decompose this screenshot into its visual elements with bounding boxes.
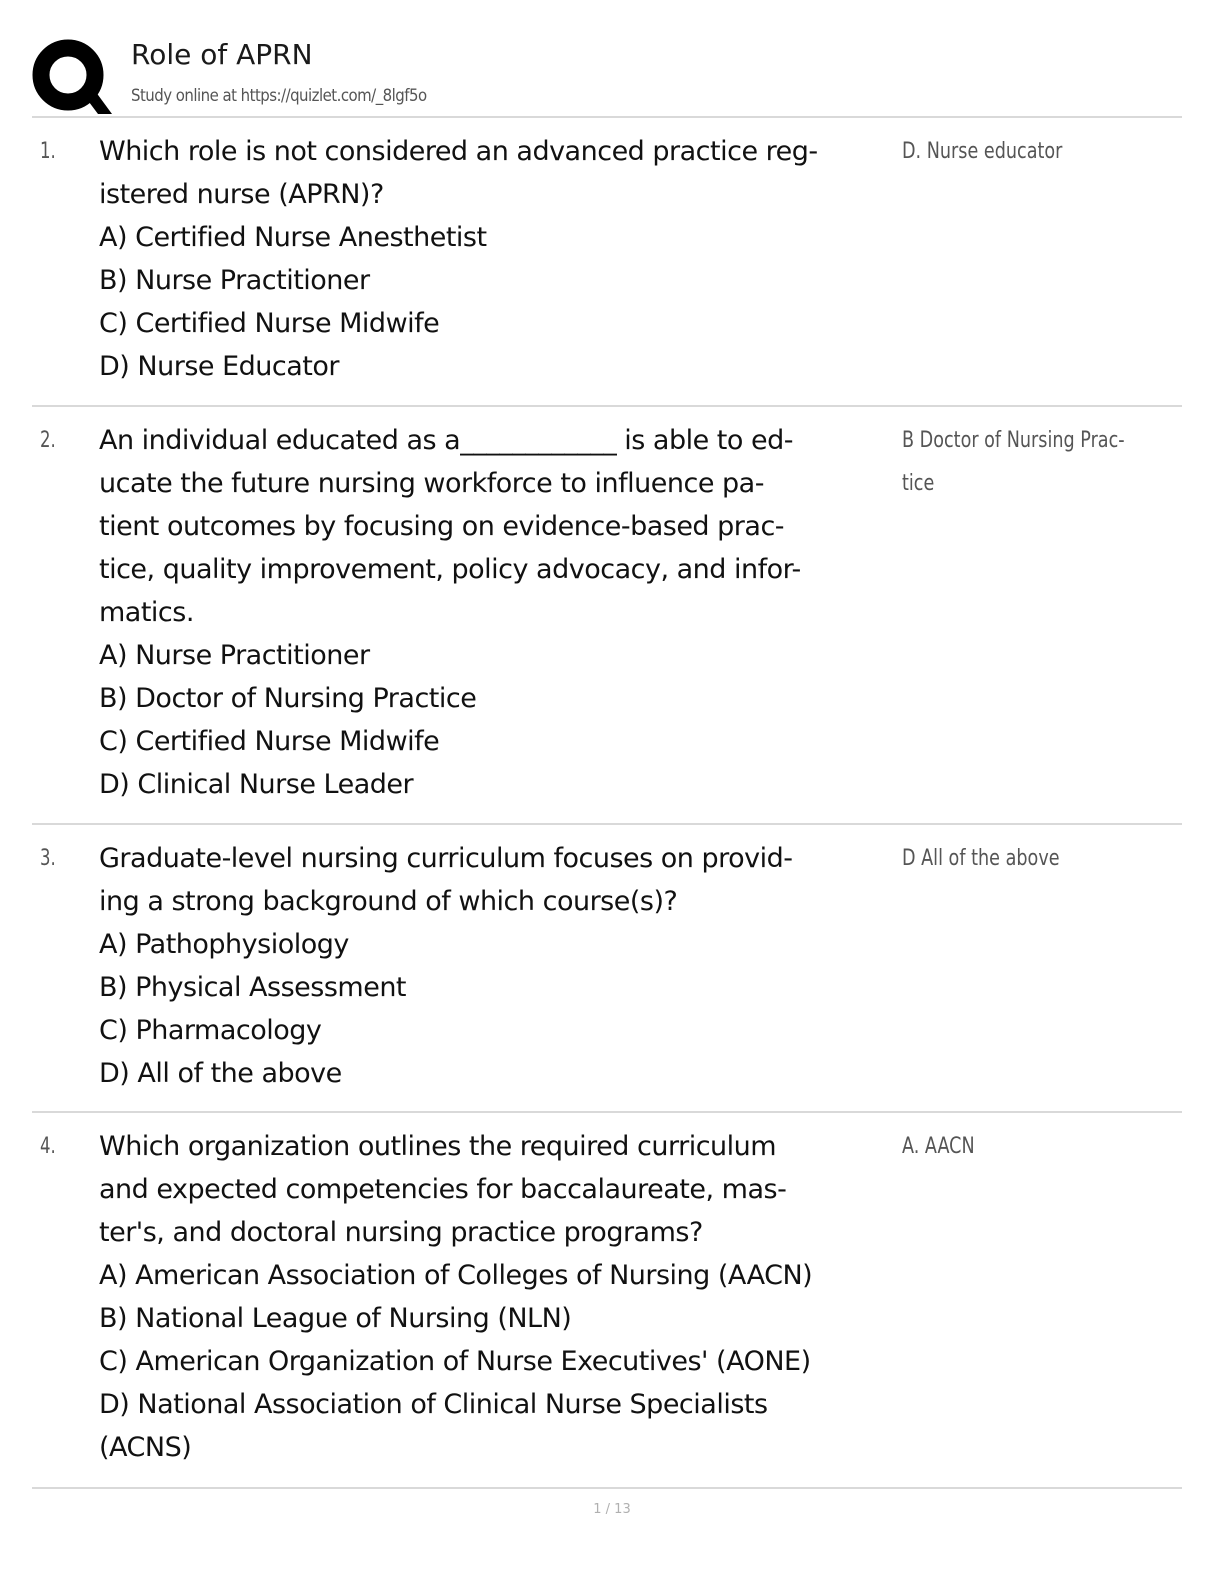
- card-answer: D. Nurse educator: [902, 139, 1063, 164]
- page-title: Role of APRN: [131, 38, 313, 71]
- card-number: 4.: [40, 1134, 56, 1159]
- card-question: Which organization outlines the required curriculum and expected competencies for baccalaureate, mas- ter's, and doctoral nursing practice programs? A) American Association of Colleges of Nursing (AACN) B) National League of Nursing (NLN) C) American Organization of Nurse Executives' (AONE) D) National Association of Clinical Nurse Specialists (ACNS): [99, 1131, 813, 1463]
- flashcard-2: [32, 419, 1182, 809]
- study-online-link[interactable]: Study online at https://quizlet.com/_8lgf5o: [131, 86, 427, 106]
- card-answer: B Doctor of Nursing Prac- tice: [902, 428, 1125, 496]
- flashcard-1: [32, 130, 1182, 390]
- flashcard-4: [32, 1125, 1182, 1475]
- divider: [32, 116, 1182, 118]
- card-number: 1.: [40, 139, 56, 164]
- divider: [32, 405, 1182, 407]
- divider: [32, 1487, 1182, 1489]
- card-question: Graduate-level nursing curriculum focuses on provid- ing a strong background of which course(s)? A) Pathophysiology B) Physical Assessment C) Pharmacology D) All of the above: [99, 843, 793, 1089]
- page-header: [32, 30, 1182, 118]
- card-answer: A. AACN: [902, 1134, 975, 1159]
- quizlet-logo-icon: [32, 38, 112, 118]
- divider: [32, 1111, 1182, 1113]
- card-answer: D All of the above: [902, 846, 1060, 871]
- page-indicator: 1 / 13: [593, 1502, 631, 1517]
- card-question: An individual educated as a____________ is able to ed- ucate the future nursing workforce to influence pa- tient outcomes by focusing on evidence-based prac- tice, quality improvement, policy advocacy, and infor- matics. A) Nurse Practitioner B) Doctor of Nursing Practice C) Certified Nurse Midwife D) Clinical Nurse Leader: [99, 425, 801, 800]
- flashcard-3: [32, 837, 1182, 1097]
- divider: [32, 823, 1182, 825]
- card-number: 2.: [40, 428, 56, 453]
- card-number: 3.: [40, 846, 56, 871]
- card-question: Which role is not considered an advanced practice reg- istered nurse (APRN)? A) Certified Nurse Anesthetist B) Nurse Practitioner C) Certified Nurse Midwife D) Nurse Educator: [99, 136, 818, 382]
